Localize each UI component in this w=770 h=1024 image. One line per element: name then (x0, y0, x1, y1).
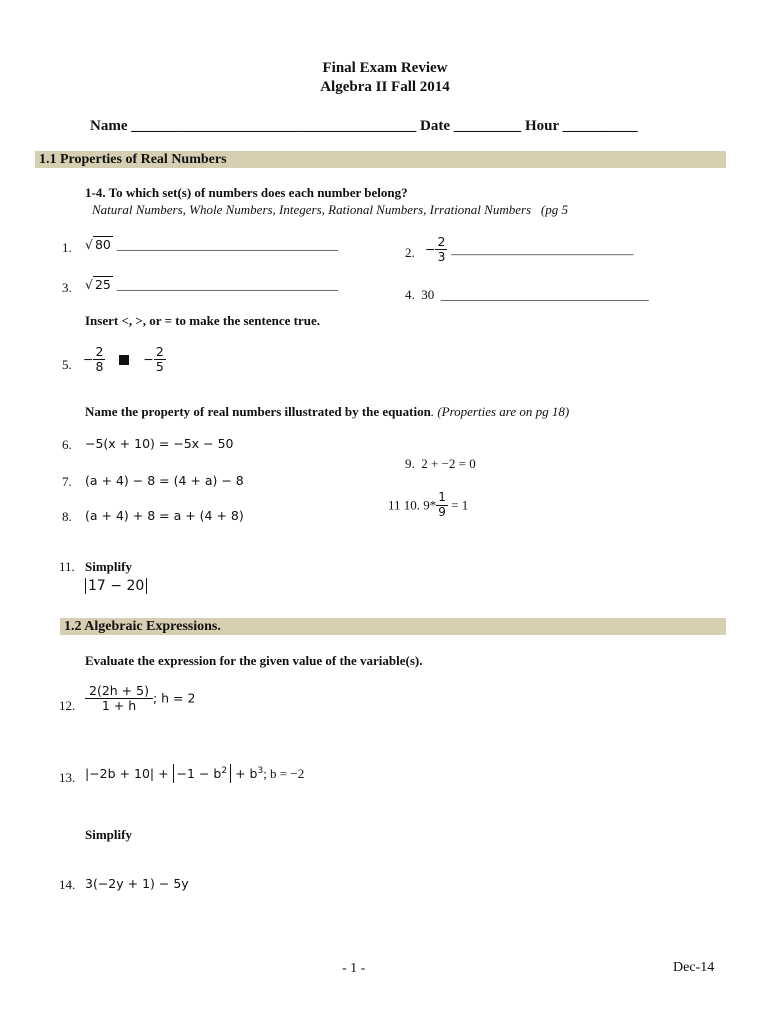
q7-expression: (a + 4) − 8 = (4 + a) − 8 (85, 473, 244, 488)
fraction-2-8 (93, 345, 105, 375)
insert-prompt: Insert <, >, or = to make the sentence true. (85, 313, 320, 328)
q5-number: 5. (62, 357, 72, 372)
q12-tail: ; h = 2 (152, 690, 196, 706)
q13-expression (85, 766, 304, 782)
fraction-1-9 (436, 491, 448, 520)
q13-number: 13. (59, 770, 76, 785)
q2-expression (425, 235, 633, 265)
q2-answer-blank[interactable]: ____________________________ (451, 241, 634, 257)
q2-number: 2. (405, 245, 415, 260)
fraction-2-5 (154, 345, 166, 375)
q14-expression: 3(−2y + 1) − 5y (85, 876, 189, 891)
name-label: Name (90, 118, 128, 134)
sqrt-80: √ 80 (85, 237, 111, 252)
hour-label: Hour (525, 118, 559, 134)
radicand: 80 (94, 237, 111, 252)
minus-sign: − (143, 351, 154, 367)
q12-number: 12. (59, 698, 76, 713)
radicand: 25 (94, 277, 111, 292)
q11-number: 11. (59, 559, 75, 574)
numerator: 2 (437, 234, 446, 249)
q4-answer-blank[interactable]: ________________________________ (440, 287, 649, 302)
exponent: 2 (221, 766, 228, 776)
q4-number: 4. (405, 287, 415, 302)
footer-date: Dec-14 (673, 960, 715, 975)
date-label: Date (420, 118, 450, 134)
minus-sign: − (425, 241, 436, 257)
q10-tail: = 1 (451, 497, 469, 513)
q11-expression (85, 578, 147, 594)
minus-sign: − (83, 351, 94, 367)
denominator: 1 + h (101, 698, 137, 714)
q3-number: 3. (62, 280, 72, 295)
name-date-hour-line (90, 118, 638, 135)
q3-expression (85, 276, 338, 294)
denominator: 9 (438, 504, 446, 519)
simplify-label: Simplify (85, 827, 132, 842)
q4-line (405, 287, 649, 303)
q10-number: 11 10. 9* (388, 497, 437, 513)
name-blank[interactable]: ______________________________________ (131, 118, 417, 134)
q8-expression: (a + 4) + 8 = a + (4 + 8) (85, 508, 244, 523)
absolute-value-17-20: 17 − 20 (85, 578, 147, 594)
denominator: 3 (437, 249, 446, 265)
q9-line (405, 456, 476, 472)
eval-prompt: Evaluate the expression for the given value of the variable(s). (85, 653, 423, 668)
q12-expression (85, 684, 195, 714)
q8-number: 8. (62, 509, 72, 524)
exponent: 3 (257, 766, 264, 776)
abs-term-2 (173, 764, 232, 783)
section-heading-1-2 (60, 618, 726, 635)
q9-expression: 2 + −2 = 0 (421, 456, 476, 471)
section-heading-text: 1.2 Algebraic Expressions. (64, 619, 221, 634)
q10-line (388, 491, 468, 520)
cube-term: + b (235, 766, 258, 782)
property-prompt: Name the property of real numbers illustrated by the equation (85, 404, 431, 419)
q1-answer-blank[interactable]: __________________________________ (116, 237, 338, 252)
q5-expression (83, 345, 166, 375)
number-sets-list: Natural Numbers, Whole Numbers, Integers, Rational Numbers, Irrational Numbers (92, 202, 532, 217)
doc-title: Final Exam Review (322, 60, 448, 76)
q11-label: Simplify (85, 559, 132, 574)
numerator: 1 (438, 490, 446, 504)
section-heading-1-1 (35, 151, 726, 168)
q1-number: 1. (62, 240, 72, 255)
q7-number: 7. (62, 474, 72, 489)
doc-subtitle: Algebra II Fall 2014 (320, 79, 450, 95)
q6-number: 6. (62, 437, 72, 452)
property-note: . (Properties are on pg 18) (430, 404, 570, 419)
hour-blank[interactable]: __________ (562, 118, 638, 134)
denominator: 5 (155, 359, 164, 375)
abs-term-1: |−2b + 10| + (85, 766, 169, 782)
abs-term-2-base: −1 − b (176, 766, 222, 782)
q9-number: 9. (405, 456, 415, 471)
q13-tail: ; b = −2 (263, 766, 305, 782)
denominator: 8 (95, 359, 104, 375)
section-heading-text: 1.1 Properties of Real Numbers (39, 152, 227, 167)
q14-number: 14. (59, 877, 76, 892)
page-reference: (pg 5 (540, 202, 568, 217)
fraction-q12 (85, 684, 153, 714)
q6-expression: −5(x + 10) = −5x − 50 (85, 436, 234, 451)
date-blank[interactable]: _________ (453, 118, 522, 134)
q3-answer-blank[interactable]: __________________________________ (116, 277, 338, 292)
q4-value: 30 (421, 287, 435, 302)
q1-4-prompt: 1-4. To which set(s) of numbers does each number belong? (85, 185, 408, 200)
property-prompt-line (85, 404, 569, 420)
q1-expression (85, 236, 338, 254)
comparison-box-icon[interactable] (119, 355, 129, 365)
numerator: 2 (155, 344, 164, 359)
page-number: - 1 - (342, 961, 366, 976)
sqrt-25: √ 25 (85, 277, 111, 292)
numerator: 2 (95, 344, 104, 359)
numerator: 2(2h + 5) (85, 684, 153, 699)
q1-4-sets (92, 202, 568, 218)
fraction-2-3 (435, 235, 447, 265)
